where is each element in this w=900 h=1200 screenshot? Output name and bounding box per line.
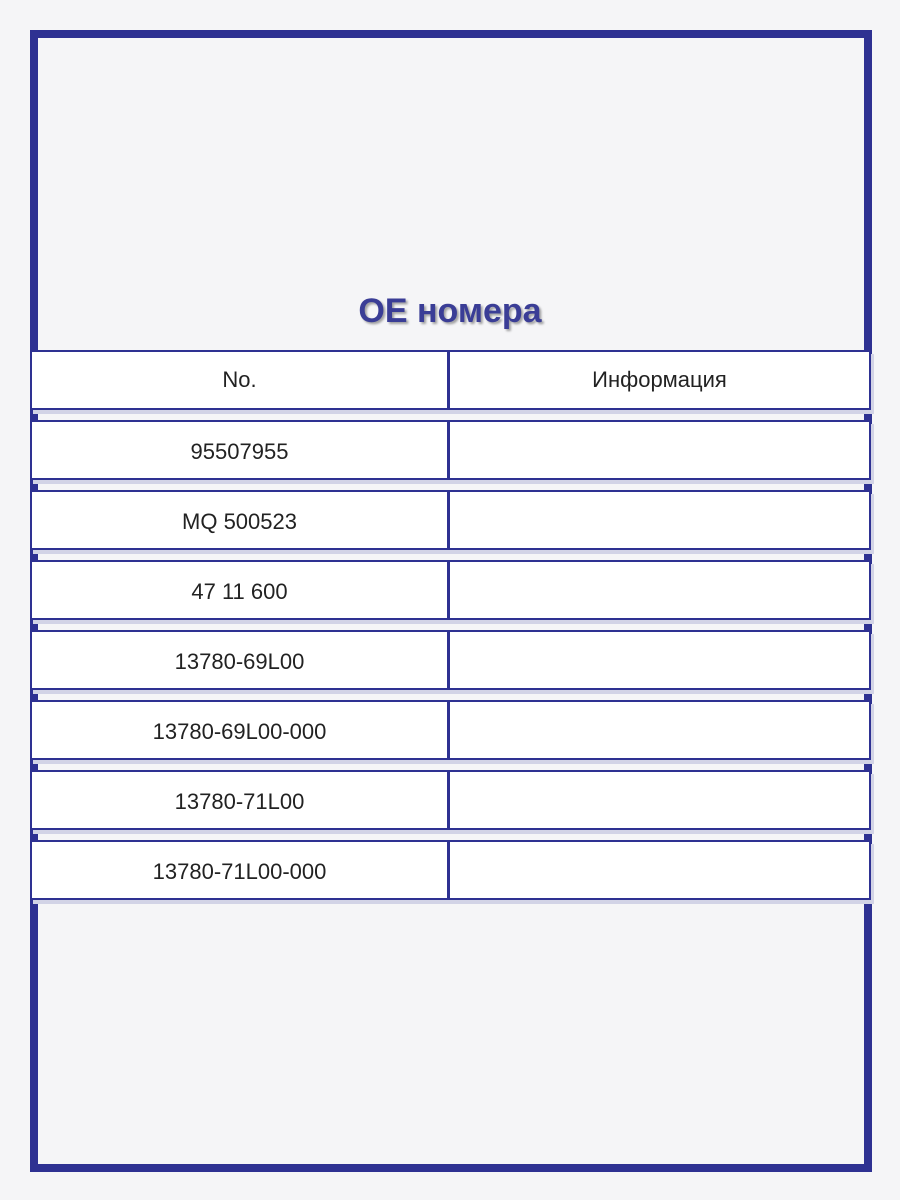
table-row bbox=[30, 770, 871, 830]
table-header-row bbox=[30, 350, 871, 410]
oe-numbers-table bbox=[30, 350, 871, 910]
table-row bbox=[30, 840, 871, 900]
info-cell bbox=[450, 702, 869, 758]
column-header-info: Информация bbox=[592, 367, 727, 392]
oe-number-cell: 95507955 bbox=[32, 422, 450, 478]
table-row bbox=[30, 490, 871, 550]
info-cell bbox=[450, 562, 869, 618]
oe-number-cell: MQ 500523 bbox=[32, 492, 450, 548]
info-cell bbox=[450, 492, 869, 548]
info-cell bbox=[450, 422, 869, 478]
oe-number-cell: 13780-69L00 bbox=[32, 632, 450, 688]
table-row bbox=[30, 630, 871, 690]
table-row bbox=[30, 560, 871, 620]
page-title: OE номера bbox=[358, 292, 542, 330]
oe-number-cell: 13780-71L00 bbox=[32, 772, 450, 828]
oe-number-cell: 13780-71L00-000 bbox=[32, 842, 450, 898]
table-row bbox=[30, 700, 871, 760]
info-cell bbox=[450, 632, 869, 688]
column-header-no: No. bbox=[32, 352, 450, 408]
info-cell bbox=[450, 772, 869, 828]
oe-number-cell: 47 11 600 bbox=[32, 562, 450, 618]
info-cell bbox=[450, 842, 869, 898]
oe-number-cell: 13780-69L00-000 bbox=[32, 702, 450, 758]
table-row bbox=[30, 420, 871, 480]
